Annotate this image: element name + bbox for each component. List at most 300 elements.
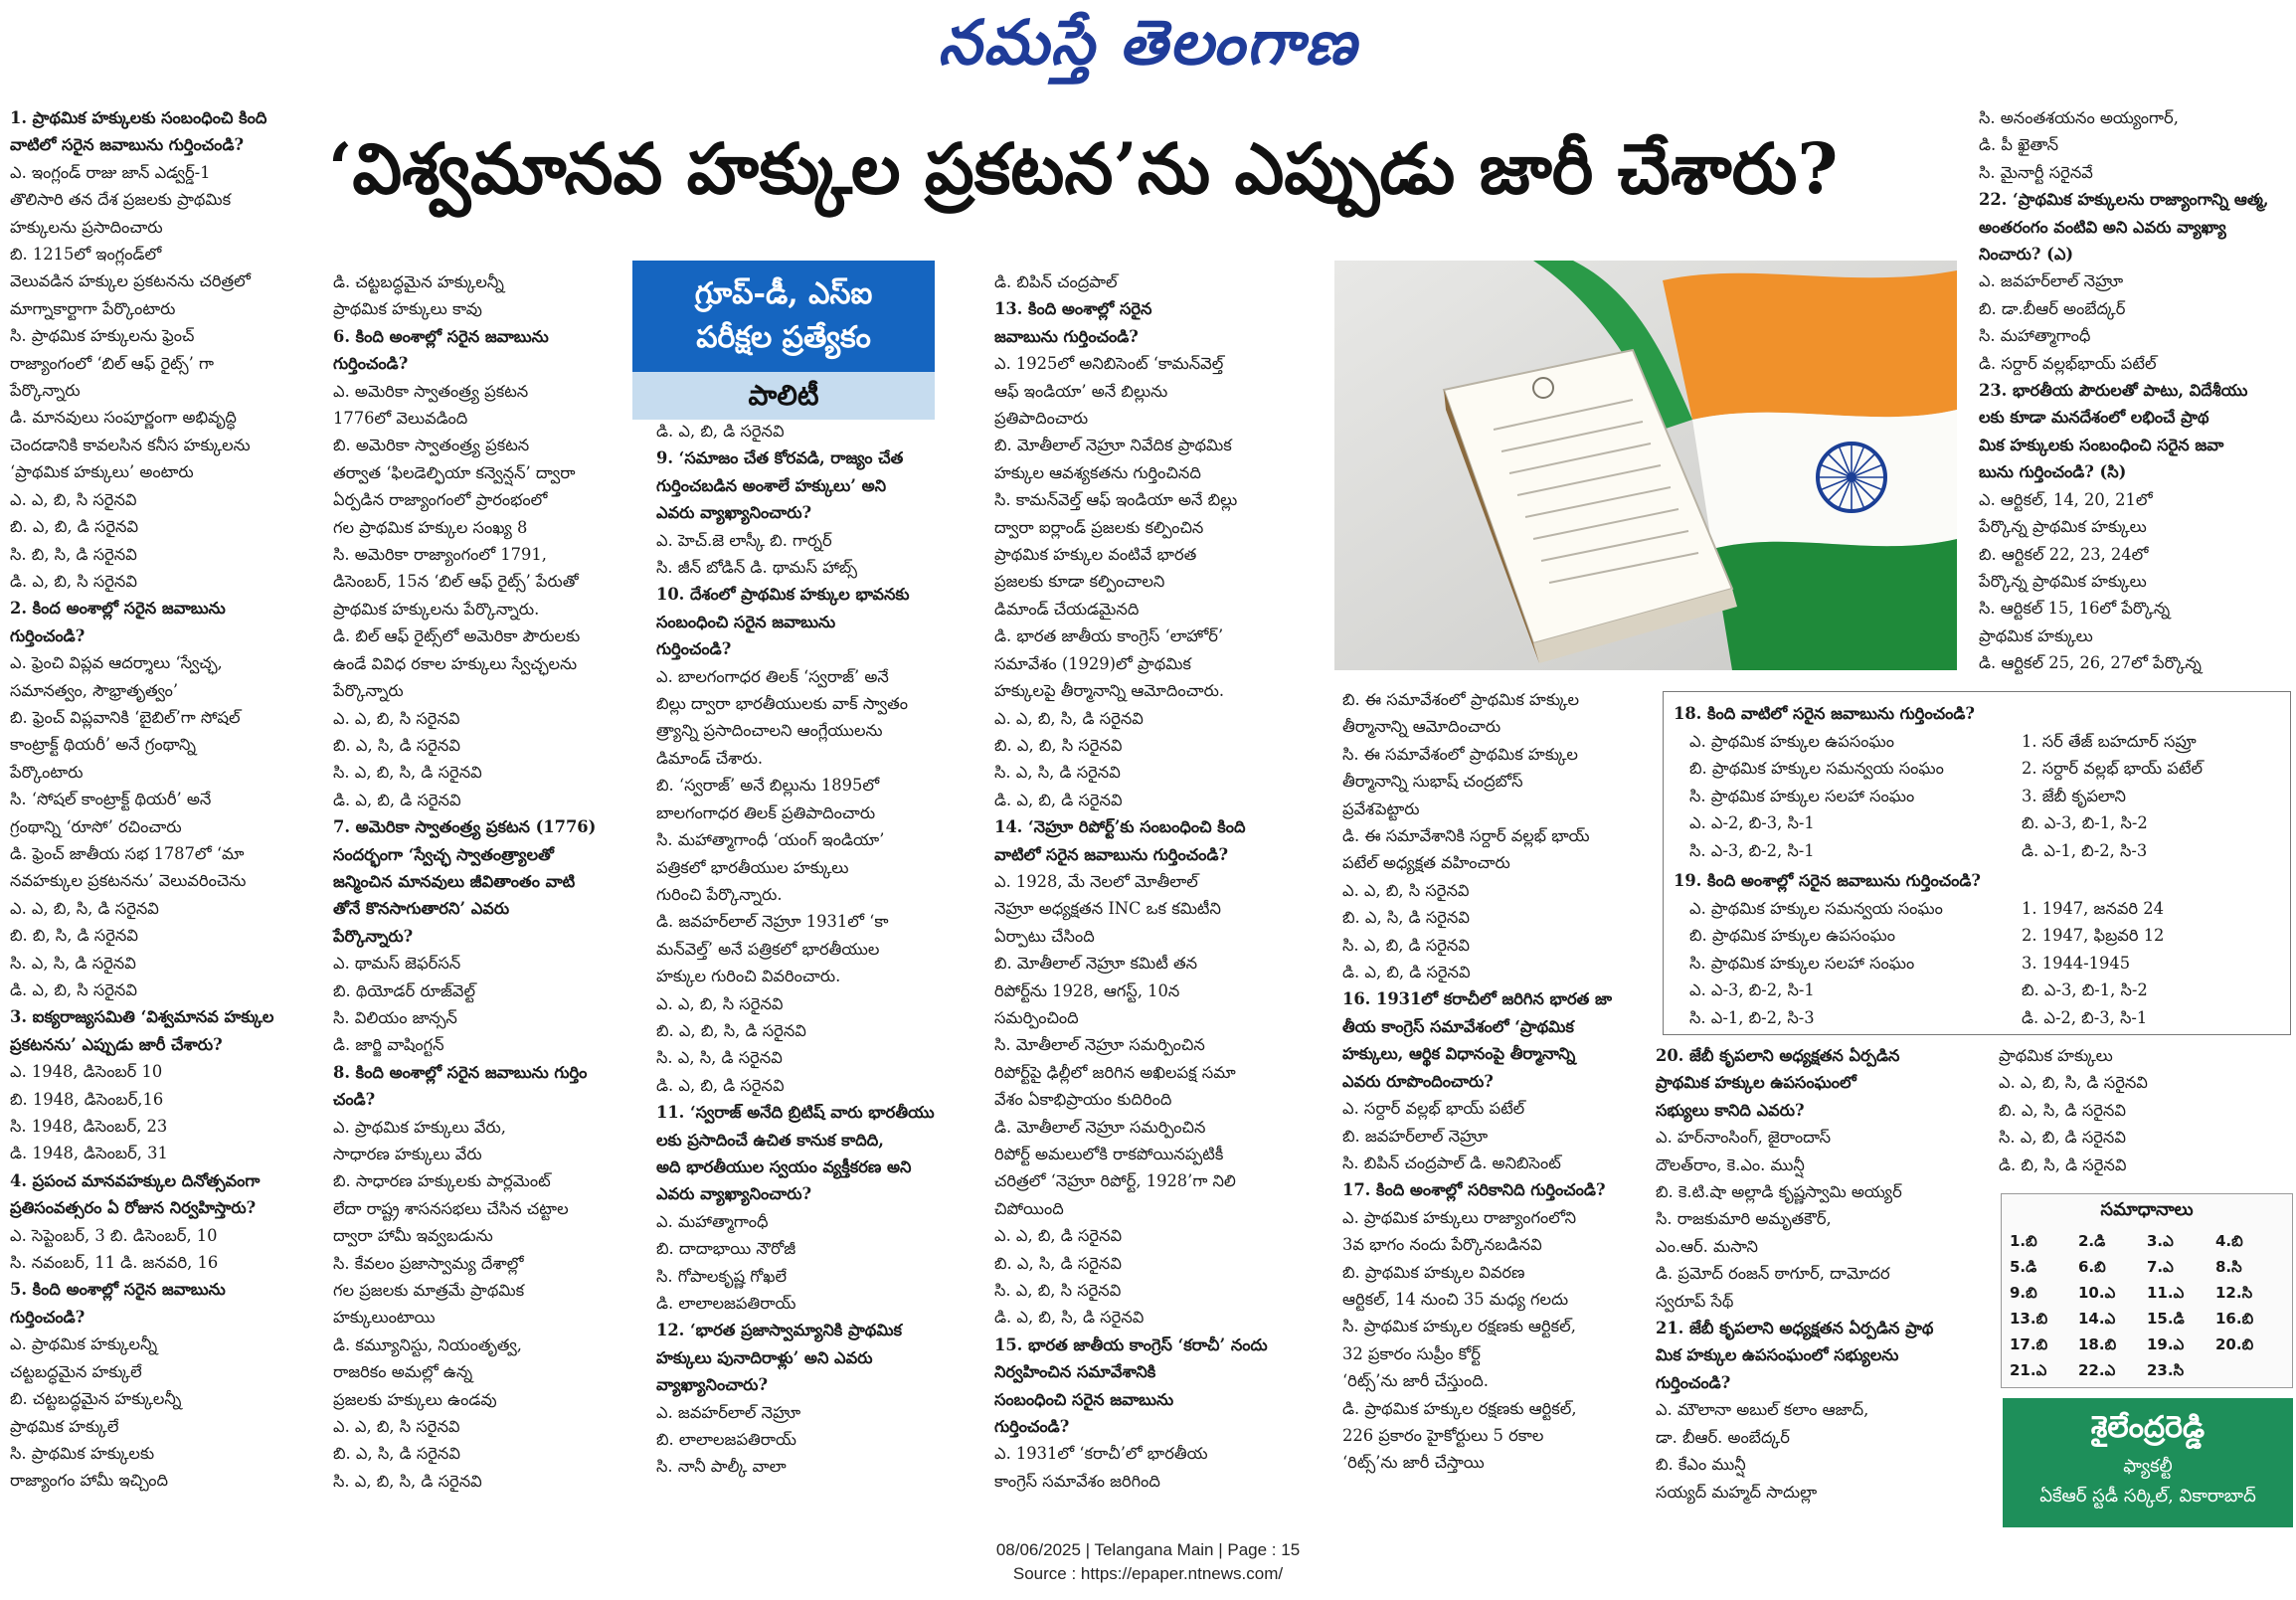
text-line: బి. ఆర్టికల్ 22, 23, 24లో (1979, 544, 2149, 564)
text-line: హక్కుల గురించి వివరించారు. (656, 967, 841, 986)
question-line: 9. ‘సమాజం చేత కోరవడి, రాజ్యం చేత (656, 448, 904, 468)
text-line: రాజ్యాంగంలో ‘బిల్ ఆఫ్ రైట్స్’ గా (10, 353, 214, 373)
answer-item: 7.ఎ (2147, 1258, 2174, 1276)
option-line: 1. సర్ తేజ్ బహదూర్ సప్రూ (2022, 732, 2197, 751)
text-line: దౌలత్‌రాం, కె.ఎం. మున్షీ (1656, 1155, 1805, 1174)
question-line: సభ్యులు కానిది ఎవరు? (1656, 1100, 1805, 1120)
question-line: 2. కింద అంశాల్లో సరైన జవాబును (10, 599, 226, 619)
option-line: సి. ప్రాథమిక హక్కుల సలహా సంఘం (1689, 786, 1915, 805)
question-line: ఎవరు వ్యాఖ్యానించారు? (656, 1184, 812, 1204)
text-line: రాజ్యాంగం హామీ ఇచ్చింది (10, 1471, 168, 1491)
text-line: బిల్లు ద్వారా భారతీయులకు వాక్ స్వాతం (656, 694, 909, 714)
question-line: హక్కులు పునాదిరాళ్లు’ అని ఎవరు (656, 1347, 873, 1367)
answers-title: సమాధానాలు (2100, 1199, 2194, 1220)
text-line: ఎ. ప్రాథమిక హక్కులన్నీ (10, 1334, 158, 1354)
text-line: మన్‌వెల్త్’ అనే పత్రికలో భారతీయుల (656, 939, 880, 959)
text-line: వేశం ఏకాభిప్రాయం కుదిరింది (994, 1090, 1172, 1110)
text-line: బి. లాలాలజపతిరాయ్ (656, 1430, 796, 1450)
question-line: 1. ప్రాథమిక హక్కులకు సంబంధించి కింది (10, 108, 267, 127)
answer-item: 16.బి (2215, 1310, 2254, 1328)
text-line: ఎ. ఎ, బి, సి సరైనవి (333, 708, 460, 728)
text-line: డి. ప్రమోద్ రంజన్ ఠాగూర్, దామోదర (1656, 1264, 1890, 1284)
option-line: బి. ఎ-3, బి-1, సి-2 (2022, 980, 2148, 1000)
text-line: బి. చట్టబద్ధమైన హక్కులన్నీ (10, 1389, 182, 1409)
question-line: ఎవరు వ్యాఖ్యానించారు? (656, 503, 812, 523)
text-line: బి. ‘స్వరాజ్’ అనే బిల్లును 1895లో (656, 776, 880, 796)
text-line: బి. బి, సి, డి సరైనవి (10, 926, 138, 946)
column-7 (1656, 1042, 1994, 1529)
question-line: 6. కింది అంశాల్లో సరైన జవాబును (333, 326, 549, 346)
question-line: నించారు? (ఎ) (1979, 245, 2074, 265)
option-line: సి. ప్రాథమిక హక్కుల సలహా సంఘం (1689, 953, 1915, 973)
question-line: జన్మించిన మానవులు జీవితాంతం వాటి (333, 871, 576, 891)
answer-item: 20.బి (2215, 1335, 2254, 1353)
option-line: సి. ఎ-3, బి-2, సి-1 (1689, 840, 1815, 860)
text-line: హక్కుల ఆవశ్యకతను గుర్తించినది (994, 462, 1201, 482)
text-line: పేర్కొన్నారు (333, 681, 404, 701)
answer-item: 8.సి (2215, 1258, 2242, 1276)
text-line: పేర్కొన్న ప్రాథమిక హక్కులు (1979, 571, 2147, 591)
text-line: రిపోర్ట్‌పై ఢిల్లీలో జరిగిన అఖిలపక్ష సమా (994, 1062, 1236, 1082)
banner-subject: పాలిటీ (632, 372, 935, 420)
text-line: సి. ప్రాథమిక హక్కుల రక్షణకు ఆర్టికల్, (1342, 1317, 1576, 1336)
text-line: ఎ. ఎ, బి, డి సరైనవి (994, 1226, 1123, 1246)
text-line: సి. కేవలం ప్రజాస్వామ్య దేశాల్లో (333, 1253, 524, 1273)
text-line: చెందడానికి కావలసిన కనీస హక్కులను (10, 435, 251, 454)
question-line: తీయ కాంగ్రెస్ సమావేశంలో ‘ప్రాథమిక (1342, 1016, 1574, 1036)
question-line: 23. భారతీయ పౌరులతో పాటు, విదేశీయు (1979, 381, 2248, 401)
option-line: 3. 1944-1945 (2022, 953, 2131, 973)
text-line: సి. మైనార్టీ సరైనవే (1979, 162, 2093, 182)
text-line: బి. జవహర్‌లాల్ నెహ్రూ (1342, 1126, 1489, 1146)
answer-item: 9.బి (2010, 1284, 2037, 1302)
text-line: డిసెంబర్, 15న ‘బిల్ ఆఫ్ రైట్స్’ పేరుతో (333, 572, 579, 592)
text-line: సి. బిపిన్ చంద్రపాల్ డి. అనిబిసెంట్ (1342, 1153, 1561, 1172)
text-line: డిమాండ్ చేయడమైనది (994, 599, 1140, 619)
text-line: బి. ఎ, బి, సి సరైనవి (994, 735, 1123, 755)
text-line: సి. నవంబర్, 11 డి. జనవరి, 16 (10, 1253, 219, 1273)
text-line: ఎ. 1948, డిసెంబర్ 10 (10, 1062, 163, 1082)
text-line: సి. అనంతశయనం అయ్యంగార్, (1979, 108, 2179, 127)
headline: ‘విశ్వమానవ హక్కుల ప్రకటన’ను ఎప్పుడు జారీ చేశారు? (328, 127, 1839, 210)
text-line: గ్రంథాన్ని ‘రూసో’ రచించారు (10, 816, 182, 836)
text-line: ఎ. హెచ్.జె లాస్కీ బి. గార్నర్ (656, 530, 832, 550)
question-line: సందర్భంగా ‘స్వేచ్ఛ స్వాతంత్ర్యాలతో (333, 844, 554, 864)
text-line: సి. జీన్ బోడిన్ డి. థామస్ హాబ్స్ (656, 558, 858, 578)
text-line: డి. జవహర్‌లాల్ నెహ్రూ 1931లో ‘కా (656, 912, 889, 932)
text-line: డి. ప్రాథమిక హక్కుల రక్షణకు ఆర్టికల్, (1342, 1398, 1577, 1418)
column-6 (1979, 104, 2292, 686)
text-line: డి. సర్దార్ వల్లభ్‌భాయ్ పటేల్ (1979, 353, 2157, 373)
text-line: ఎ. ఇంగ్లండ్ రాజు జాన్ ఎడ్వర్డ్-1 (10, 162, 211, 182)
text-line: ప్రాథమిక హక్కులను పేర్కొన్నారు. (333, 599, 540, 619)
text-line: డి. ఆర్టికల్ 25, 26, 27లో పేర్కొన్న (1979, 653, 2202, 673)
text-line: సయ్యద్ మహ్మద్ సాదుల్లా (1656, 1482, 1818, 1502)
text-line: తీర్మానాన్ని ఆమోదించారు (1342, 717, 1501, 737)
author-org: ఏకేఆర్ స్టడీ సర్కిల్, వికారాబాద్ (2039, 1486, 2256, 1507)
question-line: లకు కూడా మనదేశంలో లభించే ప్రాథ (1979, 408, 2209, 428)
text-line: తర్వాత ‘ఫిలడెల్ఫియా కన్వెన్షన్’ ద్వారా (333, 462, 576, 482)
text-line: 32 ప్రకారం సుప్రీం కోర్ట్ (1342, 1343, 1481, 1363)
text-line: బి. ఎ, బి, సి, డి సరైనవి (656, 1020, 806, 1040)
text-line: డి. మోతీలాల్ నెహ్రూ సమర్పించిన (994, 1117, 1206, 1137)
option-line: 1. 1947, జనవరి 24 (2022, 899, 2164, 918)
text-line: ఎ. జవహర్‌లాల్ నెహ్రూ (1979, 271, 2124, 291)
question-line: గుర్తించండి? (994, 1417, 1070, 1437)
option-line: బి. ఎ-3, బి-1, సి-2 (2022, 813, 2148, 833)
q18-right-list (2022, 728, 2285, 867)
text-line: సమానత్వం, సౌభ్రాతృత్వం’ (10, 680, 179, 700)
text-line: బి. ఎ, సి, డి సరైనవి (1999, 1100, 2126, 1120)
text-line: డి. మానవులు సంపూర్ణంగా అభివృద్ధి (10, 408, 237, 428)
text-line: సాధారణ హక్కులు వేరు (333, 1145, 482, 1163)
text-line: సి. రాజకుమారి అమృతకౌర్, (1656, 1209, 1832, 1229)
text-line: ద్వారా హామీ ఇవ్వబడును (333, 1226, 493, 1246)
text-line: కాంట్రాక్ట్ థియరీ’ అనే గ్రంథాన్ని (10, 735, 196, 755)
question-line: 16. 1931లో కరాచీలో జరిగిన భారత జా (1342, 989, 1612, 1009)
text-line: ప్రాథమిక హక్కులే (10, 1416, 119, 1436)
text-line: ఎ. సెప్టెంబర్, 3 బి. డిసెంబర్, 10 (10, 1225, 218, 1245)
text-line: సి. ఎ, బి, సి, డి సరైనవి (333, 1471, 482, 1491)
text-line: బి. మోతీలాల్ నెహ్రూ నివేదిక ప్రాథమిక (994, 436, 1232, 455)
option-line: బి. ప్రాథమిక హక్కుల ఉపసంఘం (1689, 926, 1895, 946)
text-line: సి. మహాత్మాగాంధీ (1979, 326, 2091, 346)
masthead-logo: నమస్తే తెలంగాణ (938, 6, 1358, 79)
text-line: పేర్కొన్న ప్రాథమిక హక్కులు (1979, 517, 2147, 537)
text-line: గురించి పేర్కొన్నారు. (656, 884, 783, 904)
question-line: 5. కింది అంశాల్లో సరైన జవాబును (10, 1280, 226, 1300)
question-line: జవాబును గుర్తించండి? (994, 326, 1139, 346)
text-line: ఎ. ఆర్టికల్, 14, 20, 21లో (1979, 489, 2153, 509)
column-1 (10, 104, 328, 1526)
column-4 (994, 268, 1323, 1526)
text-line: డి. ఎ, బి, డి సరైనవి (333, 790, 461, 809)
text-line: డి. కమ్యూనిస్టు, నియంతృత్వ, (333, 1334, 522, 1354)
text-line: ఎ. మౌలానా అబుల్ కలాం ఆజాద్, (1656, 1400, 1869, 1420)
option-line: డి. ఎ-2, బి-3, సి-1 (2022, 1007, 2148, 1027)
text-line: సి. ఎ, సి, డి సరైనవి (10, 953, 136, 973)
text-line: రాజరికం అమల్లో ఉన్న (333, 1362, 473, 1382)
answer-item: 6.బి (2078, 1258, 2106, 1276)
text-line: డి. ఎ, బి, సి సరైనవి (10, 571, 137, 591)
question-line: గుర్తించండి? (10, 1307, 86, 1327)
question-line: ప్రతిసంవత్సరం ఏ రోజున నిర్వహిస్తారు? (10, 1198, 257, 1218)
text-line: తీర్మానాన్ని సుభాష్ చంద్రబోస్ (1342, 772, 1523, 792)
question-line: అంతరంగం వంటివి అని ఎవరు వ్యాఖ్యా (1979, 217, 2226, 237)
text-line: సి. ఎ, బి, డి సరైనవి (1342, 935, 1470, 955)
text-line: సి. ఎ, బి, డి సరైనవి (1999, 1128, 2126, 1148)
question-line: 12. ‘భారత ప్రజాస్వామ్యానికి ప్రాథమిక (656, 1321, 902, 1340)
text-line: ఎ. ఎ, బి, సి సరైనవి (10, 489, 137, 509)
option-line: ఎ. ప్రాథమిక హక్కుల సమన్వయ సంఘం (1689, 899, 1943, 918)
matching-questions-box (1663, 691, 2291, 1035)
question-line: 22. ‘ప్రాథమిక హక్కులను రాజ్యాంగాన్ని ఆత్మ, (1979, 190, 2269, 210)
text-line: బి. ఎ, సి, డి సరైనవి (333, 735, 460, 755)
text-line: ఎ. 1925లో అనిబిసెంట్ ‘కామన్‌వెల్త్ (994, 354, 1224, 374)
option-line: 2. సర్దార్ వల్లభ్ భాయ్ పటేల్ (2022, 759, 2203, 779)
option-line: ఎ. ప్రాథమిక హక్కుల ఉపసంఘం (1689, 732, 1894, 751)
text-line: బి. కేఎం మున్షీ (1656, 1455, 1746, 1475)
text-line: సి. విలియం జాన్సన్ (333, 1007, 457, 1027)
text-line: ప్రజలకు కూడా కల్పించాలని (994, 572, 1165, 592)
text-line: హక్కులుంటాయి (333, 1308, 436, 1328)
text-line: డి. ఎ, బి, సి సరైనవి (10, 980, 137, 999)
text-line: డి. బిల్ ఆఫ్ రైట్స్‌లో అమెరికా పౌరులకు (333, 626, 581, 646)
page-footer (0, 1538, 2296, 1586)
text-line: బి. డా.బీఆర్ అంబేద్కర్ (1979, 298, 2126, 318)
question-18: 18. కింది వాటిలో సరైన జవాబును గుర్తించండి? (1674, 704, 1975, 723)
answer-item: 19.ఎ (2147, 1335, 2185, 1353)
answer-item: 3.ఎ (2147, 1232, 2174, 1250)
text-line: సమర్పించింది (994, 1007, 1079, 1027)
flag-book-illustration (1334, 261, 1957, 670)
question-line: 21. జేబీ కృపలాని అధ్యక్షతన ఏర్పడిన ప్రాథ (1656, 1319, 1934, 1338)
text-line: బి. 1215లో ఇంగ్లండ్‌లో (10, 245, 162, 265)
text-line: ‘ప్రాథమిక హక్కులు’ అంటారు (10, 462, 194, 482)
text-line: ఎ. ఎ, బి, సి, డి సరైనవి (994, 708, 1144, 728)
text-line: సి. ఈ సమావేశంలో ప్రాథమిక హక్కుల (1342, 744, 1578, 764)
masthead (0, 0, 2296, 85)
text-line: ఎ. ఎ, బి, సి, డి సరైనవి (10, 898, 159, 918)
q19-right-list (2022, 895, 2285, 1034)
question-line: బును గుర్తించండి? (సి) (1979, 462, 2127, 482)
option-line: ఎ. ఎ-2, బి-3, సి-1 (1689, 813, 1815, 833)
text-line: ఎ. ఎ, బి, సి సరైనవి (1342, 880, 1470, 900)
text-line: ఎ. సర్దార్ వల్లభ్ భాయ్ పటేల్ (1342, 1099, 1525, 1119)
answer-item: 11.ఎ (2147, 1284, 2185, 1302)
text-line: ఎ. హర్‌నాంసింగ్, జైరాందాస్ (1656, 1128, 1832, 1148)
text-line: డి. ఈ సమావేశానికి సర్దార్ వల్లభ్ భాయ్ (1342, 826, 1590, 846)
text-line: ప్రతిపాదించారు (994, 409, 1089, 429)
text-line: బి. థియోడర్ రూజ్‌వెల్ట్ (333, 980, 475, 1000)
option-line: డి. ఎ-1, బి-2, సి-3 (2022, 840, 2148, 860)
q18-left-list (1689, 728, 2018, 867)
text-line: సి. ఎ, బి, సి, డి సరైనవి (333, 763, 482, 783)
text-line: ఆఫ్ ఇండియా’ అనే బిల్లును (994, 381, 1168, 401)
text-line: ఎ. ఎ, బి, సి సరైనవి (656, 993, 784, 1013)
text-line: ప్రాథమిక హక్కుల వంటివే భారత (994, 545, 1197, 565)
text-line: 226 ప్రకారం హైకోర్టులు 5 రకాల (1342, 1425, 1544, 1445)
answer-item: 13.బి (2010, 1310, 2048, 1328)
answers-grid (2002, 1226, 2292, 1385)
text-line: డి. భారత జాతీయ కాంగ్రెస్ ‘లాహోర్’ (994, 626, 1224, 646)
answer-item: 18.బి (2078, 1335, 2117, 1353)
text-line: బి. ఫ్రెంచ్ విప్లవానికి ‘బైబిల్’గా సోషల్ (10, 707, 241, 727)
text-line: పేర్కొన్నారు (10, 381, 81, 401)
answer-item: 14.ఎ (2078, 1310, 2116, 1328)
author-role: ఫ్యాకల్టీ (2123, 1456, 2173, 1477)
question-line: గుర్తించబడిన అంశాలే హక్కులు’ అని (656, 475, 887, 495)
question-line: పేర్కొన్నారు? (333, 926, 414, 946)
text-line: చరిత్రలో ‘నెహ్రూ రిపోర్ట్, 1928’గా నిలి (994, 1171, 1236, 1191)
text-line: సి. గోపాలకృష్ణ గోఖలే (656, 1266, 788, 1286)
text-line: డా. బీఆర్. అంబేద్కర్ (1656, 1427, 1790, 1447)
text-line: ప్రాథమిక హక్కులు (1999, 1046, 2113, 1065)
question-line: వ్యాఖ్యానించారు? (656, 1375, 768, 1395)
question-line: 20. జేబీ కృపలాని అధ్యక్షతన ఏర్పడిన (1656, 1046, 1900, 1065)
text-line: ఎ. ఎ, బి, సి, డి సరైనవి (1999, 1073, 2148, 1093)
text-line: డి. 1948, డిసెంబర్, 31 (10, 1144, 168, 1163)
text-line: సి. మోతీలాల్ నెహ్రూ సమర్పించిన (994, 1035, 1205, 1055)
text-line: సి. ఎ, బి, సి సరైనవి (994, 1281, 1122, 1301)
column-8 (1999, 1042, 2293, 1186)
text-line: డి. ఎ, బి, డి సరైనవి (656, 422, 785, 441)
text-line: స్వరూప్ సేథ్ (1656, 1291, 1734, 1311)
text-line: డి. ఎ, బి, డి సరైనవి (994, 790, 1123, 809)
question-line: గుర్తించండి? (10, 625, 86, 645)
text-line: బి. ఎ, సి, డి సరైనవి (1342, 908, 1470, 928)
text-line: సి. ‘సోషల్ కాంట్రాక్ట్ థియరీ’ అనే (10, 790, 212, 809)
text-line: ఏర్పడిన రాజ్యాంగంలో ప్రారంభంలో (333, 490, 548, 510)
question-line: గుర్తించండి? (656, 639, 732, 659)
text-line: డి. ఎ, బి, సి, డి సరైనవి (994, 1308, 1145, 1328)
answer-item: 17.బి (2010, 1335, 2048, 1353)
text-line: నవహక్కుల ప్రకటనను’ వెలువరించెను (10, 871, 247, 891)
question-line: హక్కులు, ఆర్థిక విధానంపై తీర్మానాన్ని (1342, 1044, 1576, 1064)
text-line: సి. కామన్‌వెల్త్ ఆఫ్ ఇండియా అనే బిల్లు (994, 490, 1238, 510)
text-line: ఆర్టికల్, 14 నుంచి 35 మధ్య గలదు (1342, 1289, 1569, 1309)
question-line: 7. అమెరికా స్వాతంత్ర్య ప్రకటన (1776) (333, 817, 597, 837)
text-line: ఎ. బాలగంగాధర తిలక్ ‘స్వరాజ్’ అనే (656, 666, 889, 686)
text-line: ఎ. ఎ, బి, సి సరైనవి (333, 1417, 460, 1437)
answer-item: 12.సి (2215, 1284, 2253, 1302)
question-line: నిర్వహించిన సమావేశానికి (994, 1362, 1156, 1382)
footer-source-line: Source : https://epaper.ntnews.com/ (1012, 1564, 1284, 1583)
option-line: ఎ. ఎ-3, బి-2, సి-1 (1689, 980, 1815, 1000)
text-line: బి. ఎ, బి, డి సరైనవి (10, 517, 139, 537)
text-line: ద్వారా ఐర్లాండ్ ప్రజలకు కల్పించిన (994, 517, 1204, 537)
option-line: సి. ఎ-1, బి-2, సి-3 (1689, 1007, 1815, 1027)
text-line: 3వ భాగం నందు పేర్కొనబడినవి (1342, 1235, 1542, 1255)
author-name: శైలేంద్రరెడ్డి (2090, 1410, 2206, 1445)
question-line: వాటిలో సరైన జవాబును గుర్తించండి? (10, 135, 245, 155)
text-line: డి. ఫ్రెంచ్ జాతీయ సభ 1787లో ‘మా (10, 843, 245, 863)
text-line: డి. బి, సి, డి సరైనవి (1999, 1155, 2127, 1174)
question-line: గుర్తించండి? (333, 354, 409, 374)
text-line: సి. ఆర్టికల్ 15, 16లో పేర్కొన్న (1979, 599, 2171, 619)
text-line: గల ప్రజలకు మాత్రమే ప్రాథమిక (333, 1281, 525, 1301)
text-line: ప్రజలకు హక్కులు ఉండవు (333, 1389, 497, 1409)
text-line: నెహ్రూ అధ్యక్షతన INC ఒక కమిటీని (994, 899, 1221, 919)
text-line: ఏర్పాటు చేసింది (994, 926, 1095, 946)
text-line: రిపోర్ట్ అమలులోకి రాకపోయినప్పటికీ (994, 1145, 1224, 1163)
text-line: బి. ఈ సమావేశంలో ప్రాథమిక హక్కుల (1342, 690, 1580, 709)
question-line: 3. ఐక్యరాజ్యసమితి ‘విశ్వమానవ హక్కుల (10, 1007, 274, 1027)
answer-item: 23.సి (2147, 1361, 2185, 1379)
text-line: ఎ. ప్రాథమిక హక్కులు రాజ్యాంగంలోని (1342, 1207, 1577, 1227)
question-line: 11. ‘స్వరాజ్ అనేది బ్రిటిష్ వారు భారతీయు (656, 1103, 935, 1123)
banner-line-2: పరీక్షల ప్రత్యేకం (696, 320, 871, 355)
text-line: చట్టబద్ధమైన హక్కులే (10, 1361, 142, 1381)
text-line: సి. ప్రాథమిక హక్కులకు (10, 1443, 155, 1463)
text-line: ఎ. అమెరికా స్వాతంత్ర్య ప్రకటన (333, 381, 529, 401)
text-line: బాలగంగాధర తిలక్ ప్రతిపాదించారు (656, 802, 876, 822)
text-line: డి. పీ ఖైతాన్ (1979, 135, 2059, 155)
text-line: పటేల్ అధ్యక్షత వహించారు (1342, 853, 1510, 873)
text-line: బి. ఎ, సి, డి సరైనవి (994, 1253, 1122, 1273)
column-2 (333, 268, 641, 1526)
text-line: ‘రిట్స్’ను జారీ చేస్తాయి (1342, 1453, 1485, 1473)
text-line: హక్కులపై తీర్మానాన్ని ఆమోదించారు. (994, 681, 1225, 701)
text-line: సి. నానీ పాల్కీ వాలా (656, 1457, 787, 1477)
text-line: డి. ఎ, బి, డి సరైనవి (1342, 963, 1471, 982)
question-line: ప్రాథమిక హక్కుల ఉపసంఘంలో (1656, 1073, 1856, 1093)
question-line: 14. ‘నెహ్రూ రిపోర్ట్’కు సంబంధించి కింది (994, 817, 1246, 837)
column-5 (1342, 686, 1661, 1473)
text-line: డి. ఎ, బి, డి సరైనవి (656, 1075, 785, 1095)
answer-item: 4.బి (2215, 1232, 2243, 1250)
question-line: 15. భారత జాతీయ కాంగ్రెస్ ‘కరాచీ’ నందు (994, 1334, 1268, 1354)
text-line: డి. బిపిన్ చంద్రపాల్ (994, 272, 1118, 291)
text-line: బి. కె.టి.షా అల్లాడి కృష్ణస్వామి అయ్యర్ (1656, 1182, 1902, 1202)
text-line: సమావేశం (1929)లో ప్రాథమిక (994, 653, 1191, 673)
author-byline (2003, 1398, 2293, 1527)
text-line: ప్రాథమిక హక్కులు కావు (333, 299, 482, 319)
question-line: వాటిలో సరైన జవాబును గుర్తించండి? (994, 844, 1229, 864)
answer-item: 10.ఎ (2078, 1284, 2116, 1302)
constitution-flag-photo (1334, 261, 1957, 670)
text-line: బి. సాధారణ హక్కులకు పార్లమెంట్ (333, 1171, 551, 1191)
question-line: సంబంధించి సరైన జవాబును (656, 612, 836, 631)
text-line: బి. అమెరికా స్వాతంత్ర్య ప్రకటన (333, 436, 530, 455)
text-line: ఎ. జవహర్‌లాల్ నెహ్రూ (656, 1402, 801, 1422)
text-line: బి. ఎ, సి, డి సరైనవి (333, 1444, 460, 1464)
option-line: 3. జేబీ కృపలాని (2022, 786, 2126, 805)
text-line: పేర్కొంటారు (10, 762, 84, 782)
text-line: బి. 1948, డిసెంబర్,16 (10, 1089, 164, 1109)
text-line: హక్కులను ప్రసాదించారు (10, 217, 163, 237)
q19-left-list (1689, 895, 2018, 1034)
footer-date-line: 08/06/2025 | Telangana Main | Page : 15 (995, 1540, 1301, 1559)
banner-line-1: గ్రూప్-డీ, ఎస్ఐ (694, 276, 873, 311)
text-line: ఉండే వివిధ రకాల హక్కులు స్వేచ్ఛలను (333, 653, 578, 673)
answer-item: 2.డి (2078, 1232, 2106, 1250)
text-line: కాంగ్రెస్ సమావేశం జరిగింది (994, 1471, 1160, 1491)
banner-title (632, 261, 935, 372)
question-line: 8. కింది అంశాల్లో సరైన జవాబును గుర్తిం (333, 1062, 588, 1082)
text-line: ఎ. 1931లో ‘కరాచీ’లో భారతీయ (994, 1444, 1208, 1464)
text-line: రిపోర్ట్‌ను 1928, ఆగస్ట్, 10న (994, 980, 1180, 1000)
text-line: సి. మహాత్మాగాంధీ ‘యంగ్ ఇండియా’ (656, 830, 885, 850)
text-line: చిపోయింది (994, 1198, 1064, 1218)
text-line: డి. లాలాలజపతిరాయ్ (656, 1294, 796, 1313)
text-line: ఎ. థామస్ జెఫర్‌సన్ (333, 954, 461, 974)
text-line: డి. జార్జి వాషింగ్టన్ (333, 1035, 444, 1055)
text-line: ప్రాథమిక హక్కులు (1979, 625, 2093, 645)
text-line: డి. చట్టబద్ధమైన హక్కులన్నీ (333, 272, 504, 291)
question-line: గుర్తించండి? (1656, 1372, 1731, 1392)
option-line: 2. 1947, ఫిబ్రవరి 12 (2022, 926, 2165, 946)
question-19: 19. కింది అంశాల్లో సరైన జవాబును గుర్తించండి? (1674, 871, 1981, 890)
question-line: లకు ప్రసాదించే ఉచిత కానుక కాదిది, (656, 1130, 884, 1150)
text-line: సి. బి, సి, డి సరైనవి (10, 544, 137, 564)
text-line: ఎ. ప్రాథమిక హక్కులు వేరు, (333, 1117, 506, 1137)
text-line: తొలిసారి తన దేశ ప్రజలకు ప్రాథమిక (10, 190, 232, 210)
text-line: బి. దాదాభాయి నౌరోజీ (656, 1239, 796, 1259)
question-line: అది భారతీయుల స్వయం వ్యక్తీకరణ అని (656, 1156, 912, 1176)
question-line: 4. ప్రపంచ మానవహక్కుల దినోత్సవంగా (10, 1170, 261, 1190)
text-line: ‘రిట్స్’ను జారీ చేస్తుంది. (1342, 1371, 1489, 1391)
text-line: 1776లో వెలువడింది (333, 409, 468, 429)
text-line: సి. ఎ, సి, డి సరైనవి (994, 763, 1121, 783)
question-line: మిక హక్కులకు సంబంధించి సరైన జవా (1979, 435, 2224, 454)
question-line: చండి? (333, 1090, 376, 1110)
text-line: డిమాండ్ చేశారు. (656, 748, 763, 768)
text-line: లేదా రాష్ట్ర శాసనసభలు చేసిన చట్టాల (333, 1198, 569, 1218)
text-line: వెలువడిన హక్కుల ప్రకటనను చరిత్రలో (10, 271, 251, 291)
text-line: ఎ. ఫ్రెంచి విప్లవ ఆదర్శాలు ‘స్వేచ్ఛ, (10, 653, 223, 673)
answer-item: 1.బి (2010, 1232, 2037, 1250)
